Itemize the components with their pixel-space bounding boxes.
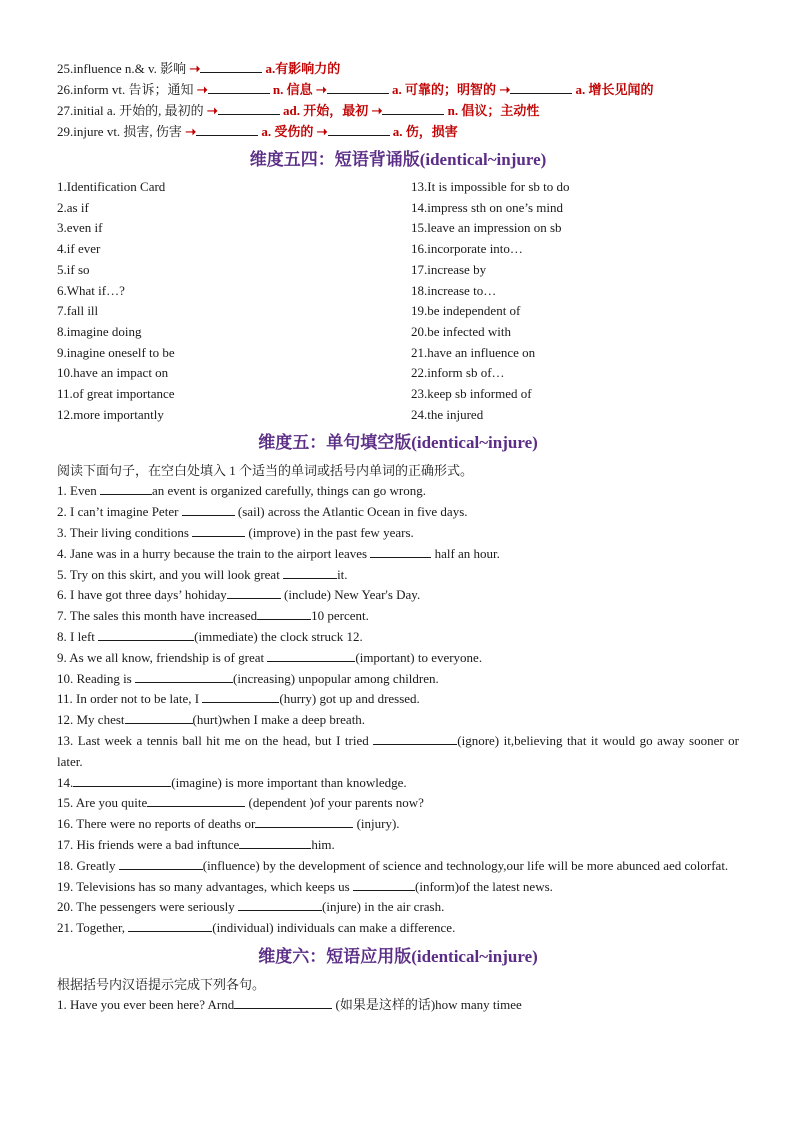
- vocab-line: [57, 79, 739, 100]
- phrase-item: 9.inagine oneself to be: [57, 344, 175, 360]
- phrase-item: 5.if so: [57, 261, 90, 277]
- phrase-column-right: [411, 177, 739, 425]
- sentence-text: (dependent )of your parents now?: [245, 795, 424, 811]
- sentence-text: 4. Jane was in a hurry because the train to the airport leaves: [57, 545, 371, 561]
- sentence-item: [57, 710, 739, 731]
- answer-blank[interactable]: [267, 648, 355, 662]
- sentence-text: 14.: [57, 774, 74, 790]
- sentence-item: [57, 627, 739, 648]
- phrase-item: 10.have an impact on: [57, 365, 169, 381]
- answer-blank[interactable]: [73, 773, 171, 787]
- sentence-text: (hurt)when I make a deep breath.: [192, 712, 366, 728]
- answer-blank[interactable]: [200, 59, 262, 73]
- phrase-item: 3.even if: [57, 220, 103, 236]
- phrase-item: 20.be infected with: [411, 323, 511, 339]
- derived-form: ad. 开始，最初: [283, 103, 369, 118]
- sentence-text: 7. The sales this month have increased: [57, 608, 258, 624]
- phrase-item: 13.It is impossible for sb to do: [411, 179, 570, 194]
- derived-form: n. 倡议；主动性: [447, 103, 540, 118]
- arrow-icon: ➝: [203, 103, 218, 118]
- phrase-item: 21.have an influence on: [411, 344, 536, 360]
- answer-blank[interactable]: [119, 856, 203, 870]
- sentence-text: him.: [311, 836, 335, 852]
- sentence-text: (important) to everyone.: [355, 649, 483, 665]
- sentence-item: [57, 648, 739, 669]
- worksheet-page: [57, 58, 739, 1016]
- phrase-item: 19.be independent of: [411, 303, 521, 319]
- sentence-text: it.: [337, 566, 348, 582]
- sentence-item: [57, 835, 739, 856]
- phrase-item: 1.Identification Card: [57, 179, 166, 194]
- sentence-text: 2. I can’t imagine Peter: [57, 504, 182, 520]
- sentence-text: 5. Try on this skirt, and you will look great: [57, 566, 284, 582]
- sentence-text: 21. Together,: [57, 920, 129, 936]
- arrow-icon: ➝: [371, 103, 383, 118]
- vocab-line: [57, 58, 739, 79]
- sentence-text: 11. In order not to be late, I: [57, 691, 203, 707]
- phrase-item: 15.leave an impression on sb: [411, 220, 562, 236]
- sentence-item: [57, 856, 739, 877]
- sentence-text: 9. As we all know, friendship is of great: [57, 649, 268, 665]
- vocab-headword: 29.injure vt. 损害, 伤害: [57, 124, 182, 139]
- sentence-text: (hurry) got up and dressed.: [279, 691, 420, 707]
- sentence-item: [57, 918, 739, 939]
- phrase-item: 4.if ever: [57, 241, 101, 257]
- sentence-text: 13. Last week a tennis ball hit me on the head, but I tried: [57, 733, 374, 748]
- sentence-text: (injury).: [353, 816, 400, 832]
- answer-blank[interactable]: [147, 793, 245, 807]
- sentence-text: (include) New Year's Day.: [280, 587, 421, 603]
- answer-blank[interactable]: [370, 544, 431, 558]
- derived-form: a. 受伤的: [261, 124, 314, 139]
- answer-blank[interactable]: [327, 80, 389, 94]
- phrase-item: 2.as if: [57, 199, 89, 215]
- answer-blank[interactable]: [328, 122, 390, 136]
- answer-blank[interactable]: [227, 585, 281, 599]
- sentence-item: [57, 606, 739, 627]
- sentence-text: (inform)of the latest news.: [415, 878, 553, 894]
- derived-form: a. 增长见闻的: [575, 82, 654, 97]
- answer-blank[interactable]: [192, 523, 245, 537]
- answer-blank[interactable]: [257, 606, 311, 620]
- vocab-line: [57, 100, 739, 121]
- arrow-icon: ➝: [193, 82, 208, 97]
- phrase-columns: [57, 177, 739, 425]
- answer-blank[interactable]: [382, 101, 444, 115]
- arrow-icon: ➝: [186, 61, 201, 76]
- vocab-headword: 26.inform vt. 告诉；通知: [57, 82, 194, 97]
- sentence-text: (influence) by the development of science and technology,our life will be more abunced aed colorfat.: [202, 857, 729, 873]
- derived-form: a.有影响力的: [265, 61, 341, 76]
- answer-blank[interactable]: [238, 897, 322, 911]
- sentence-item: [57, 565, 739, 586]
- answer-blank[interactable]: [182, 502, 235, 516]
- answer-blank[interactable]: [373, 731, 457, 745]
- answer-blank[interactable]: [125, 710, 193, 724]
- sentence-text: (sail) across the Atlantic Ocean in five days.: [234, 504, 468, 520]
- sentence-text: (improve) in the past few years.: [245, 525, 414, 541]
- answer-blank[interactable]: [98, 627, 194, 641]
- phrase-item: 8.imagine doing: [57, 323, 142, 339]
- arrow-icon: ➝: [181, 124, 197, 139]
- phrase-item: 16.incorporate into…: [411, 241, 523, 257]
- sentence-text: 1. Have you ever been here? Arnd: [57, 996, 235, 1012]
- phrase-item: 11.of great importance: [57, 386, 175, 402]
- phrase-item: 23.keep sb informed of: [411, 386, 532, 402]
- derived-form: n. 信息: [272, 82, 313, 97]
- sentence-item: [57, 669, 739, 690]
- vocab-line: [57, 121, 739, 142]
- sentence-text: 17. His friends were a bad inftunce: [57, 836, 240, 852]
- section-title-fill-blank: 维度五：单句填空版(identical~injure): [258, 433, 538, 453]
- sentence-text: (immediate) the clock struck 12.: [194, 629, 363, 645]
- sentence-item: [57, 877, 739, 898]
- sentence-text: (如果是这样的话)how many timee: [332, 996, 522, 1012]
- phrase-item: 17.increase by: [411, 261, 487, 277]
- sentence-text: 1. Even: [57, 483, 100, 499]
- sentence-item: [57, 689, 739, 710]
- sentence-item: [57, 585, 739, 606]
- sentence-text: 3. Their living conditions: [57, 525, 193, 541]
- answer-blank[interactable]: [208, 80, 270, 94]
- sentence-item: [57, 523, 739, 544]
- derived-form: a. 伤，损害: [392, 124, 458, 139]
- derived-form: a. 可靠的；明智的: [392, 82, 497, 97]
- phrase-item: 14.impress sth on one’s mind: [411, 199, 564, 215]
- phrase-item: 18.increase to…: [411, 282, 497, 298]
- sentence-item: [57, 731, 739, 773]
- answer-blank[interactable]: [234, 995, 332, 1009]
- sentence-text: half an hour.: [431, 545, 500, 561]
- sentence-item: [57, 773, 739, 794]
- sentence-text: 10 percent.: [311, 608, 369, 624]
- answer-blank[interactable]: [510, 80, 572, 94]
- sentence-text: an event is organized carefully, things can go wrong.: [151, 483, 426, 499]
- arrow-icon: ➝: [499, 82, 511, 97]
- sentence-text: (injure) in the air crash.: [322, 899, 445, 915]
- sentence-text: 15. Are you quite: [57, 795, 148, 811]
- phrase-application-sentences: [57, 995, 739, 1016]
- sentence-text: (ignore) it,believing that it would go away sooner or later.: [57, 733, 739, 769]
- answer-blank[interactable]: [218, 101, 280, 115]
- sentence-item: [57, 544, 739, 565]
- sentence-text: 16. There were no reports of deaths or: [57, 816, 256, 832]
- fill-blank-sentences: [57, 481, 739, 939]
- phrase-item: 7.fall ill: [57, 303, 99, 319]
- answer-blank[interactable]: [239, 835, 311, 849]
- vocab-headword: 25.influence n.& v. 影响: [57, 61, 187, 76]
- sentence-item: [57, 995, 739, 1016]
- answer-blank[interactable]: [128, 918, 212, 932]
- answer-blank[interactable]: [100, 481, 152, 495]
- vocab-headword: 27.initial a. 开始的, 最初的: [57, 103, 204, 118]
- answer-blank[interactable]: [202, 689, 279, 703]
- arrow-icon: ➝: [316, 124, 328, 139]
- sentence-text: (increasing) unpopular among children.: [233, 670, 439, 686]
- answer-blank[interactable]: [196, 122, 258, 136]
- sentence-text: 12. My chest: [57, 712, 125, 728]
- sentence-text: (imagine) is more important than knowledge.: [171, 774, 407, 790]
- phrase-item: 6.What if…?: [57, 282, 125, 298]
- sentence-text: 10. Reading is: [57, 670, 135, 686]
- answer-blank[interactable]: [135, 669, 233, 683]
- sentence-text: 20. The pessengers were seriously: [57, 899, 238, 915]
- sentence-item: [57, 897, 739, 918]
- phrase-item: 22.inform sb of…: [411, 365, 505, 381]
- sentence-item: [57, 481, 739, 502]
- fill-blank-instruction: 阅读下面句子，在空白处填入 1 个适当的单词或括号内单词的正确形式。: [57, 463, 474, 479]
- sentence-text: 19. Televisions has so many advantages, which keeps us: [57, 878, 353, 894]
- phrase-application-instruction: 根据括号内汉语提示完成下列各句。: [57, 976, 266, 992]
- sentence-item: [57, 814, 739, 835]
- sentence-text: 8. I left: [57, 629, 99, 645]
- sentence-text: 18. Greatly: [57, 857, 119, 873]
- section-title-phrase-application: 维度六：短语应用版(identical~injure): [258, 946, 538, 966]
- arrow-icon: ➝: [315, 82, 327, 97]
- section-title-phrases: 维度五四：短语背诵版(identical~injure): [249, 150, 547, 169]
- sentence-text: (individual) individuals can make a difference.: [212, 920, 456, 936]
- answer-blank[interactable]: [353, 877, 415, 891]
- answer-blank[interactable]: [255, 814, 353, 828]
- sentence-item: [57, 793, 739, 814]
- vocab-list: [57, 58, 739, 142]
- answer-blank[interactable]: [283, 565, 337, 579]
- phrase-column-left: [57, 177, 411, 425]
- phrase-item: 12.more importantly: [57, 406, 164, 422]
- sentence-text: 6. I have got three days’ hohiday: [57, 587, 227, 603]
- sentence-item: [57, 502, 739, 523]
- phrase-item: 24.the injured: [411, 406, 484, 422]
